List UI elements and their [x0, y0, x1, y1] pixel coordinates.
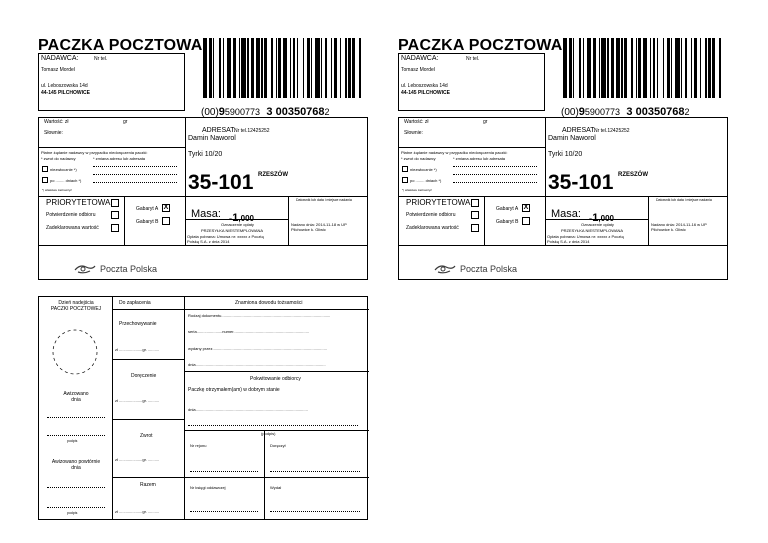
- sender-label: NADAWCA:: [41, 55, 79, 62]
- gabaryt-b-label: Gabaryt B: [496, 219, 519, 225]
- receipt-form: [38, 296, 368, 520]
- window-no-label: Nr rejonu: [190, 443, 207, 448]
- delivered-by-label: Doręczył: [270, 443, 286, 448]
- sender-label: NADAWCA:: [401, 55, 439, 62]
- post-horn-icon: [74, 263, 96, 275]
- addressee-street: Tyrki 10/20: [548, 151, 583, 158]
- storage-label: Przechowywanie: [119, 321, 157, 327]
- priority-label: PRIORYTETOWA: [46, 198, 111, 207]
- logo-text: Poczta Polska: [100, 264, 158, 274]
- poczta-polska-logo: [434, 263, 517, 275]
- receipt-label: Potwierdzenie odbioru: [406, 212, 456, 218]
- receipt-label: Potwierdzenie odbioru: [46, 212, 96, 218]
- opt-after-checkbox[interactable]: [42, 177, 48, 183]
- opt-change: * zmiana adresu lub adresata: [93, 156, 146, 161]
- logo-text: Poczta Polska: [460, 264, 518, 274]
- opt-now: niezwłocznie *): [410, 167, 437, 172]
- gabaryt-a-checkbox[interactable]: X: [163, 204, 169, 211]
- gabaryt-a-label: Gabaryt A: [496, 206, 519, 212]
- receipt-checkbox[interactable]: [471, 211, 479, 219]
- declared-label: Zadeklarowana wartość: [46, 225, 99, 231]
- addressee-label: ADRESAT:: [562, 127, 596, 134]
- fee-contract: Opłata pobrana: Umowa nr: xxxxx z Pocztą: [187, 234, 264, 239]
- value-gr: gr: [483, 119, 488, 125]
- notified-again-label: Awizowano powtórnie dnia: [51, 459, 101, 471]
- shipping-label-right: [398, 36, 728, 280]
- date-line-2: dnia.....................................................................................................: [188, 407, 308, 412]
- series-line: seria.......................numer....................................................................: [188, 329, 309, 334]
- issued-by-line: wydany przez.......................................................................................................: [188, 346, 327, 351]
- opt-now-checkbox[interactable]: [402, 166, 408, 172]
- gabaryt-b-checkbox[interactable]: [162, 217, 170, 225]
- doc-type-line: Rodzaj dokumentu..................................................................................................: [188, 313, 331, 318]
- postcode: 35-101: [548, 171, 614, 194]
- declared-label: Zadeklarowana wartość: [406, 225, 459, 231]
- opt-now: niezwłocznie *): [50, 167, 77, 172]
- instruction-title: Płatne żądanie nadawcy w przypadku niedoręczenia paczki:: [41, 150, 148, 155]
- sent-info-2: Pilchowice k. Gliwic: [651, 227, 686, 232]
- signature-label-2: podpis: [67, 511, 78, 515]
- book-no-label: Nr księgi oddawczej: [190, 485, 226, 490]
- fee-type: PRZESYŁKA NIESTEMPLOWANA: [561, 228, 624, 233]
- sent-info: Nadano dnia: 2014-11-18 w UP: [291, 222, 347, 227]
- sender-phone-label: Nr tel.: [466, 56, 480, 62]
- sender-street: ul. Leboszowska 14d: [401, 83, 448, 89]
- gabaryt-b-label: Gabaryt B: [136, 219, 159, 225]
- opt-return: * zwrot do nadawcy: [401, 156, 436, 161]
- value-words: Słownie:: [44, 130, 63, 136]
- date-line: dnia.....................................................................................................................: [188, 362, 326, 367]
- to-pay-label: Do zapłacenia: [119, 300, 151, 306]
- addressee-name: Damin Naworol: [548, 135, 596, 142]
- sender-name: Tomasz Mordel: [41, 67, 75, 73]
- barcode-bar: [359, 38, 360, 98]
- masa-label: Masa:: [551, 208, 581, 220]
- addressee-phone: Nr tel.12425252: [234, 128, 270, 134]
- barcode-text: (00)95900773 3 003507682: [561, 106, 690, 118]
- addressee-street: Tyrki 10/20: [188, 151, 223, 158]
- label-title: PACZKA POCZTOWA: [398, 37, 563, 54]
- declared-checkbox[interactable]: [111, 224, 119, 232]
- masa-value: ≈1,000: [229, 212, 254, 224]
- sender-city: 44-145 PILCHOWICE: [41, 90, 90, 96]
- receipt-checkbox[interactable]: [111, 211, 119, 219]
- masa-value: ≈1,000: [589, 212, 614, 224]
- signature-field-label: (podpis): [261, 431, 276, 436]
- opt-after-checkbox[interactable]: [402, 177, 408, 183]
- storage-amount: zł .....................gr. ..........: [115, 347, 160, 352]
- gabaryt-a-checkbox[interactable]: X: [523, 204, 529, 211]
- confirm-title: Pokwitowanie odbiorcy: [250, 376, 301, 382]
- issued-label: Wydał: [270, 485, 282, 490]
- fee-type: PRZESYŁKA NIESTEMPLOWANA: [201, 228, 264, 233]
- addressee-label: ADRESAT:: [202, 127, 236, 134]
- sender-phone-label: Nr tel.: [94, 56, 108, 62]
- post-horn-icon: [434, 263, 456, 275]
- gabaryt-b-checkbox[interactable]: [522, 217, 530, 225]
- label-title: PACZKA POCZTOWA: [38, 37, 203, 54]
- sent-info-2: Pilchowice k. Gliwic: [291, 227, 326, 232]
- total-amount: zł .....................gr. ..........: [115, 509, 160, 514]
- barcode-bar: [719, 38, 720, 98]
- value-words: Słownie:: [404, 130, 423, 136]
- fee-label: Oznaczenie opłaty: [221, 222, 254, 227]
- declared-checkbox[interactable]: [471, 224, 479, 232]
- masa-label: Masa:: [191, 208, 221, 220]
- return-amount: zł .....................gr. ..........: [115, 457, 160, 462]
- fee-contract: Opłata pobrana: Umowa nr: xxxxx z Pocztą: [547, 234, 624, 239]
- destination-city: RZESZÓW: [258, 172, 288, 178]
- opt-return: * zwrot do nadawcy: [41, 156, 76, 161]
- barcode-graphic: [563, 38, 723, 98]
- fee-label: Oznaczenie opłaty: [581, 222, 614, 227]
- sender-city: 44-145 PILCHOWICE: [401, 90, 450, 96]
- signature-label: podpis: [67, 439, 78, 443]
- instruction-title: Płatne żądanie nadawcy w przypadku niedoręczenia paczki:: [401, 150, 508, 155]
- poczta-polska-logo: [74, 263, 157, 275]
- priority-label: PRIORYTETOWA: [406, 198, 471, 207]
- priority-checkbox[interactable]: [111, 199, 119, 207]
- notified-label: Awizowano dnia: [63, 391, 89, 403]
- priority-checkbox[interactable]: [471, 199, 479, 207]
- arrival-label: Dzień nadejścia PACZKI POCZTOWEJ: [50, 300, 102, 312]
- stamp-label: Datownik lub data i miejsce nadania: [296, 198, 352, 202]
- stamp-label: Datownik lub data i miejsce nadania: [656, 198, 712, 202]
- value-gr: gr: [123, 119, 128, 125]
- return-label: Zwrot: [140, 433, 153, 439]
- fee-contract-2: Polską S.A. z dnia 2014: [187, 239, 230, 244]
- addressee-phone: Nr tel.12425252: [594, 128, 630, 134]
- confirm-text: Paczkę otrzymałem(am) w dobrym stanie: [188, 387, 280, 393]
- opt-note: *) właściwe zaznaczyć: [42, 188, 72, 192]
- opt-note: *) właściwe zaznaczyć: [402, 188, 432, 192]
- value-label: Wartość: zł: [404, 119, 429, 125]
- sender-name: Tomasz Mordel: [401, 67, 435, 73]
- destination-city: RZESZÓW: [618, 172, 648, 178]
- barcode-graphic: [203, 38, 363, 98]
- fee-contract-2: Polską S.A. z dnia 2014: [547, 239, 590, 244]
- sent-info: Nadano dnia: 2014-11-16 w UP: [651, 222, 707, 227]
- opt-now-checkbox[interactable]: [42, 166, 48, 172]
- delivery-amount: zł .....................gr. ..........: [115, 398, 160, 403]
- opt-after: po ........ dniach *): [410, 178, 442, 183]
- value-label: Wartość: zł: [44, 119, 69, 125]
- addressee-name: Damin Naworol: [188, 135, 236, 142]
- shipping-label-left: [38, 36, 368, 280]
- total-label: Razem: [140, 482, 156, 488]
- postcode: 35-101: [188, 171, 254, 194]
- id-title: Znamiona dowodu tożsamości: [235, 300, 303, 306]
- delivery-label: Doręczenie: [131, 373, 157, 379]
- opt-after: po ........ dniach *): [50, 178, 82, 183]
- barcode-text: (00)95900773 3 003507682: [201, 106, 330, 118]
- date-stamp-circle: [50, 327, 100, 377]
- opt-change: * zmiana adresu lub adresata: [453, 156, 506, 161]
- gabaryt-a-label: Gabaryt A: [136, 206, 159, 212]
- sender-street: ul. Leboszowska 14d: [41, 83, 88, 89]
